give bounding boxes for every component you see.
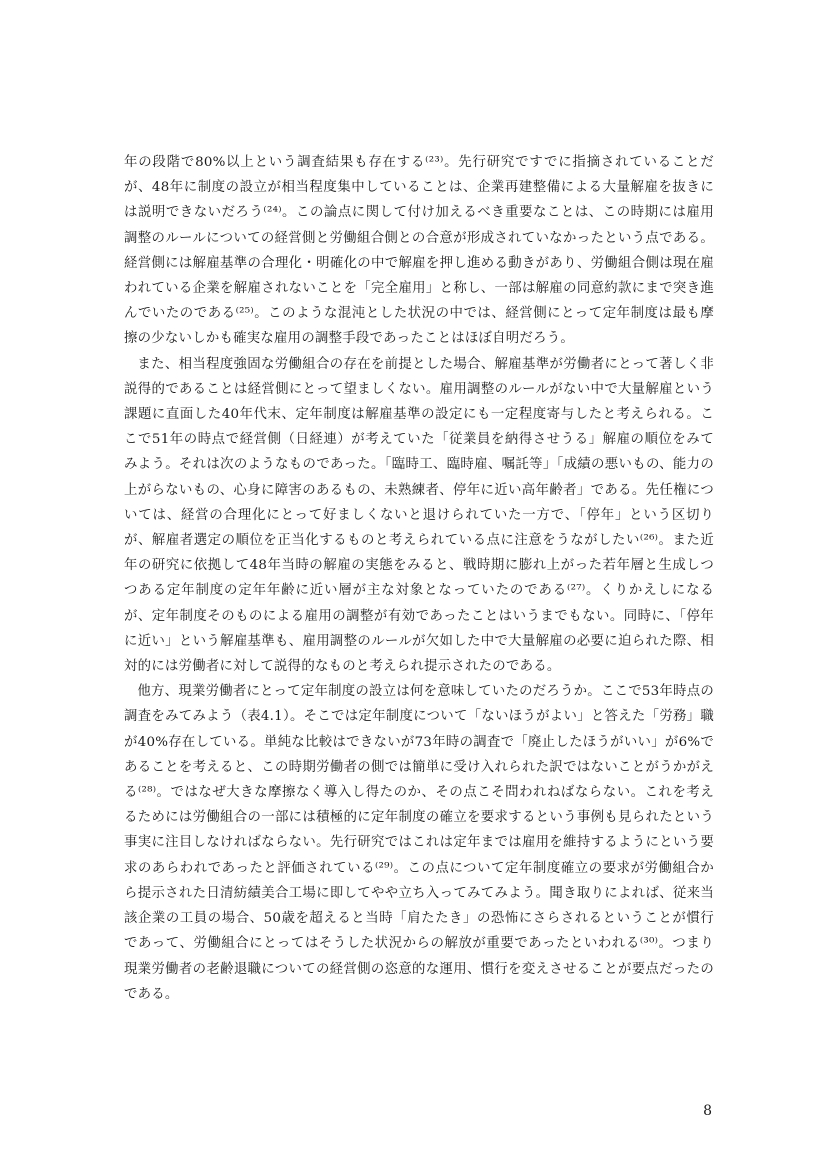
page-number: 8 [703,1103,712,1119]
page-body [124,150,714,1007]
paragraph-1: 年の段階で80%以上という調査結果も存在する⁽²³⁾。先行研究ですでに指摘されていることだが、48年に制度の設立が相当程度集中していることは、企業再建整備による大量解雇を抜きには説明できないだろう⁽²⁴⁾。この論点に関して付け加えるべき重要なことは、この時期には雇用調整のルールについての経営側と労働組合側との合意が形成されていなかったという点である。経営側には解雇基準の合理化・明確化の中で解雇を押し進める動きがあり、労働組合側は現在雇われている企業を解雇されないことを「完全雇用」と称し、一部は解雇の同意約款にまで突き進んでいたのである⁽²⁵⁾。このような混沌とした状況の中では、経営側にとって定年制度は最も摩擦の少ないしかも確実な雇用の調整手段であったことはほぼ自明だろう。 [124,155,714,347]
paragraph-3: 他方、現業労働者にとって定年制度の設立は何を意味していたのだろうか。ここで53年時点の調査をみてみよう（表4.1）。そこでは定年制度について「ないほうがよい」と答えた「労務」職が40%存在している。単純な比較はできないが73年時の調査で「廃止したほうがいい」が6%であることを考えると、この時期労働者の側では簡単に受け入れられた訳ではないことがうかがえる⁽²⁸⁾。ではなぜ大きな摩擦なく導入し得たのか、その点こそ問われねばならない。これを考えるためには労働組合の一部には積極的に定年制度の確立を要求するという事例も見られたという事実に注目しなければならない。先行研究ではこれは定年までは雇用を維持するようにという要求のあらわれであったと評価されている⁽²⁹⁾。この点について定年制度確立の要求が労働組合から提示された日清紡績美合工場に即してやや立ち入ってみてみよう。聞き取りによれば、従来当該企業の工員の場合、50歳を超えると当時「肩たたき」の恐怖にさらされるということが慣行であって、労働組合にとってはそうした状況からの解放が重要であったといわれる⁽³⁰⁾。つまり現業労働者の老齢退職についての経営側の恣意的な運用、慣行を変えさせることが要点だったのである。 [124,684,714,1002]
paragraph-2: また、相当程度強固な労働組合の存在を前提とした場合、解雇基準が労働者にとって著しく非説得的であることは経営側にとって望ましくない。雇用調整のルールがない中で大量解雇という課題に直面した40年代末、定年制度は解雇基準の設定にも一定程度寄与したと考えられる。ここで51年の時点で経営側（日経連）が考えていた「従業員を納得させうる」解雇の順位をみてみよう。それは次のようなものであった。「臨時工、臨時雇、嘱託等」「成績の悪いもの、能力の上がらないもの、心身に障害のあるもの、未熟練者、停年に近い高年齢者」である。先任権については、経営の合理化にとって好ましくないと退けられていた一方で、「停年」という区切りが、解雇者選定の順位を正当化するものと考えられている点に注意をうながしたい⁽²⁶⁾。また近年の研究に依拠して48年当時の解雇の実態をみると、戦時期に膨れ上がった若年層と生成しつつある定年制度の定年年齢に近い層が主な対象となっていたのである⁽²⁷⁾。くりかえしになるが、定年制度そのものによる雇用の調整が有効であったことはいうまでもない。同時に、「停年に近い」という解雇基準も、雇用調整のルールが欠如した中で大量解雇の必要に迫られた際、相対的には労働者に対して説得的なものと考えられ提示されたのである。 [124,356,714,675]
